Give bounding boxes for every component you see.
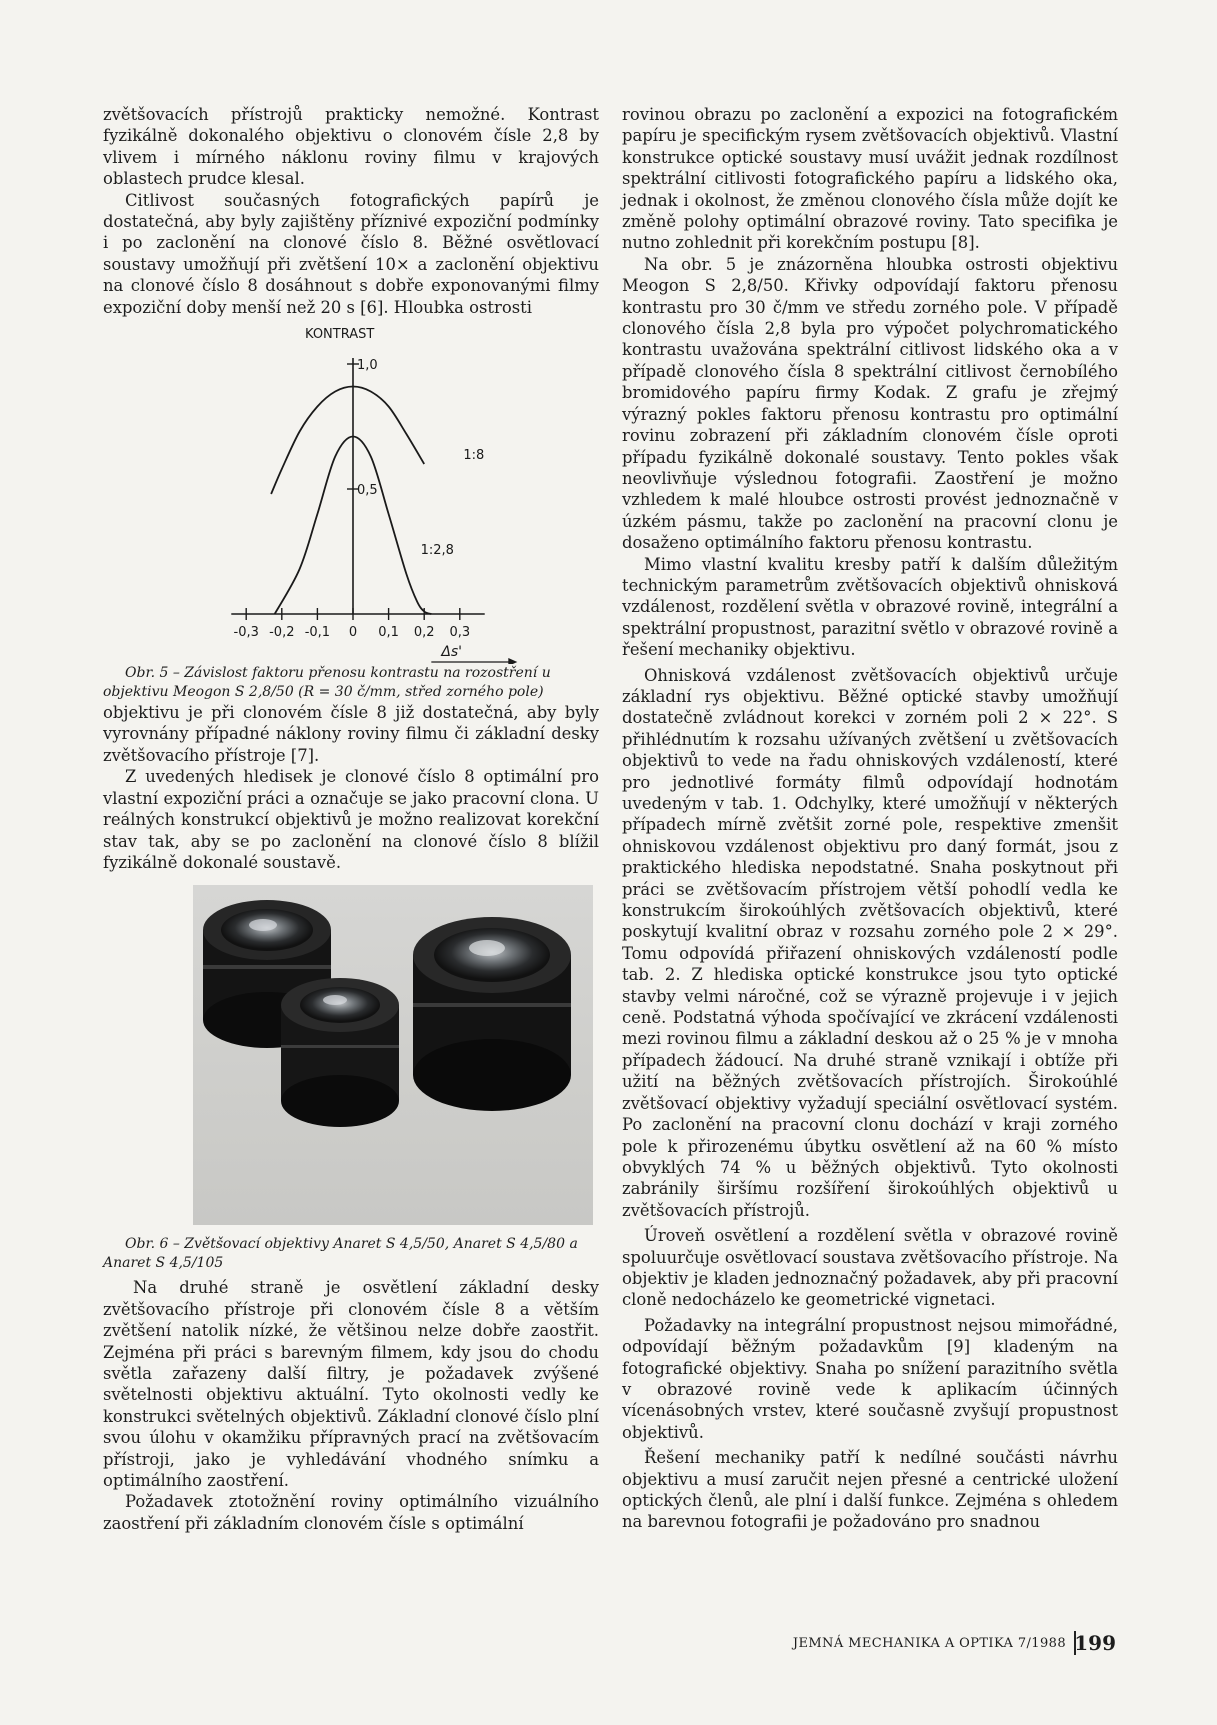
paragraph: Řešení mechaniky patří k nedílné součásti návrhu objektivu a musí zaručit nejen přesné a centrické uložení optických členů, ale plní i další funkce. Zejména s ohledem na barevnou fotografii je požadováno pro snadnou <box>622 1448 1118 1532</box>
paragraph: Na obr. 5 je znázorněna hloubka ostrosti objektivu Meogon S 2,8/50. Křivky odpovídají faktoru přenosu kontrastu pro 30 č/mm ve středu zorného pole. V případě clonového čísla 2,8 byla pro výpočet polychromatického kontrastu uvažována spektrální citlivost lidského oka a v případě clonového čísla 8 spektrální citlivost černobílého bromidového papíru firmy Kodak. Z grafu je zřejmý výrazný pokles faktoru přenosu kontrastu pro optimální rovinu zobrazení při základním clonovém čísle oproti případu fyzikálně dokonalé soustavy. Tento pokles však neovlivňuje výslednou fotografii. Zaostření je možno vzhledem k malé hloubce ostrosti provést jednoznačně v úzkém pásmu, takže po zaclonění na pracovní clonu je dosaženo optimálního faktoru přenosu kontrastu. <box>622 254 1118 553</box>
x-tick-label: 0,3 <box>449 625 471 641</box>
paragraph: objektivu je při clonovém čísle 8 již dostatečná, aby byly vyrovnány případné náklony roviny filmu či základní desky zvětšovacího přístroje [7]. <box>103 703 599 765</box>
x-tick-label: -0,2 <box>269 625 295 641</box>
paragraph: Požadavky na integrální propustnost nejsou mimořádné, odpovídají běžným požadavkům [9] kladeným na fotografické objektivy. Snaha po snížení parazitního světla v obrazové rovině vede k aplikacím účinných vícenásobných vrstev, které současně zvyšují propustnost objektivů. <box>622 1315 1118 1442</box>
x-tick-label: 0,2 <box>413 625 435 641</box>
x-tick-label: 0 <box>348 625 358 641</box>
paragraph: Mimo vlastní kvalitu kresby patří k dalším důležitým technickým parametrům zvětšovacích objektivů ohnisková vzdálenost, rozdělení světla v obrazové rovině, integrální a spektrální propustnost, parazitní světlo v obrazové rovině a řešení mechaniky objektivu. <box>622 554 1118 660</box>
figure-6-photo <box>193 885 593 1225</box>
paragraph: Ohnisková vzdálenost zvětšovacích objektivů určuje základní rys objektivu. Běžné optické stavby umožňují dostatečně zvládnout korekci v zorném poli 2 × 22°. S přihlédnutím k rozsahu užívaných zvětšení u zvětšovacích objektivů to vede na řadu ohniskových vzdáleností, které pro jednotlivé formáty filmů odpovídají hodnotám uvedeným v tab. 1. Odchylky, které umožňují v některých případech mírně zvětšit zorné pole, respektive zmenšit ohniskovou vzdálenost objektivu pro daný formát, jsou z praktického hlediska nepodstatné. Snaha poskytnout při práci se zvětšovacím přístrojem větší pohodlí vedla ke konstrukcím širokoúhlých zvětšovacích objektivů, které poskytují kvalitní obraz v rozsahu zorného pole 2 × 29°. Tomu odpovídá přiřazení ohniskových vzdáleností podle tab. 2. Z hlediska optické konstrukce jsou tyto optické stavby velmi náročné, což se výrazně projevuje i v jejich ceně. Podstatná výhoda spočívající ve zkrácení vzdálenosti mezi rovinou filmu a základní deskou až o 25 % je v mnoha případech žádoucí. Na druhé straně vznikají i obtíže při užití na běžných zvětšovacích přístrojích. Širokoúhlé zvětšovací objektivy vyžadují speciální osvětlovací systém. Po zaclonění na pracovní clonu dochází v kraji zorného pole k přirozenému úbytku osvětlení až na 60 % místo obvyklých 74 % u běžných objektivů. Tyto okolnosti zabránily širšímu rozšíření širokoúhlých objektivů u zvětšovacích přístrojů. <box>622 665 1118 1220</box>
series-label: 1:2,8 <box>420 543 454 559</box>
paragraph: Na druhé straně je osvětlení základní desky zvětšovacího přístroje při clonovém čísle 8 a větším zvětšení natolik nízké, že většinou nelze dobře zaostřit. Zejména při práci s barevným filmem, kdy jsou do chodu světla zařazeny další filtry, je požadavek zvýšené světelnosti objektivu aktuální. Tyto okolnosti vedly ke konstrukci světelných objektivů. Základní clonové číslo plní svou úlohu v okamžiku přípravných prací na zvětšovacím přístroji, jako je vyhledávání vhodného snímku a optimálního zaostření. <box>103 1278 599 1490</box>
left-column <box>103 104 599 1534</box>
paragraph: Úroveň osvětlení a rozdělení světla v obrazové rovině spoluurčuje osvětlovací soustava zvětšovacího přístroje. Na objektiv je kladen jednoznačný požadavek, aby při pracovní cloně nedocházelo ke geometrické vignetaci. <box>622 1226 1118 1310</box>
chart-curves <box>271 387 431 615</box>
paragraph: Požadavek ztotožnění roviny optimálního vizuálního zaostření při základním clonovém čísle s optimální <box>103 1492 599 1533</box>
page-footer <box>790 1630 1120 1658</box>
paragraph: rovinou obrazu po zaclonění a expozici na fotografickém papíru je specifickým rysem zvětšovacích objektivů. Vlastní konstrukce optické soustavy musí uvážit jednak rozdílnost spektrální citlivosti fotografického papíru a lidského oka, jednak i okolnost, že změnou clonového čísla může dojít ke změně polohy optimální obrazové roviny. Tato specifika je nutno zohlednit při korekčním postupu [8]. <box>622 105 1118 253</box>
series-label: 1:8 <box>463 448 485 464</box>
figure-5-chart <box>123 324 543 664</box>
y-axis-label: KONTRAST <box>305 327 375 343</box>
x-tick-label: -0,3 <box>233 625 259 641</box>
series-line <box>271 387 424 495</box>
lens-anaret-105 <box>413 917 571 1111</box>
paragraph: zvětšovacích přístrojů prakticky nemožné. Kontrast fyzikálně dokonalého objektivu o clonovém čísle 2,8 by vlivem i mírného náklonu roviny filmu v krajových oblastech prudce klesal. <box>103 105 599 189</box>
y-tick-label: 1,0 <box>357 358 378 374</box>
journal-name: JEMNÁ MECHANIKA A OPTIKA 7/1988 <box>792 1636 1066 1651</box>
x-tick-label: 0,1 <box>378 625 399 641</box>
x-axis-label: Δs' <box>441 644 463 661</box>
paragraph: Z uvedených hledisek je clonové číslo 8 optimální pro vlastní expoziční práci a označuje se jako pracovní clona. U reálných konstrukcí objektivů je možno realizovat korekční stav tak, aby se po zaclonění na clonové číslo 8 blížil fyzikálně dokonalé soustavě. <box>103 767 599 872</box>
y-tick-label: 0,5 <box>357 483 378 499</box>
right-column <box>622 104 1118 1533</box>
lens-anaret-80 <box>281 978 399 1127</box>
lenses-illustration <box>193 885 593 1225</box>
figure-5-caption: Obr. 5 – Závislost faktoru přenosu kontrastu na rozostření u objektivu Meogon S 2,8/50 (R = 30 č/mm, střed zorného pole) <box>103 665 551 701</box>
page-number: 199 <box>1074 1631 1116 1655</box>
x-tick-label: -0,1 <box>304 625 331 641</box>
chart-axes <box>231 358 517 664</box>
paragraph: Citlivost současných fotografických papírů je dostatečná, aby byly zajištěny příznivé expoziční podmínky i po zaclonění na clonové číslo 8. Běžné osvětlovací soustavy umožňují při zvětšení 10× a zaclonění objektivu na clonové číslo 8 dosáhnout s dobře exponovanými filmy expoziční doby menší než 20 s [6]. Hloubka ostrosti <box>103 190 599 317</box>
figure-6-caption: Obr. 6 – Zvětšovací objektivy Anaret S 4,5/50, Anaret S 4,5/80 a Anaret S 4,5/105 <box>103 1236 578 1272</box>
